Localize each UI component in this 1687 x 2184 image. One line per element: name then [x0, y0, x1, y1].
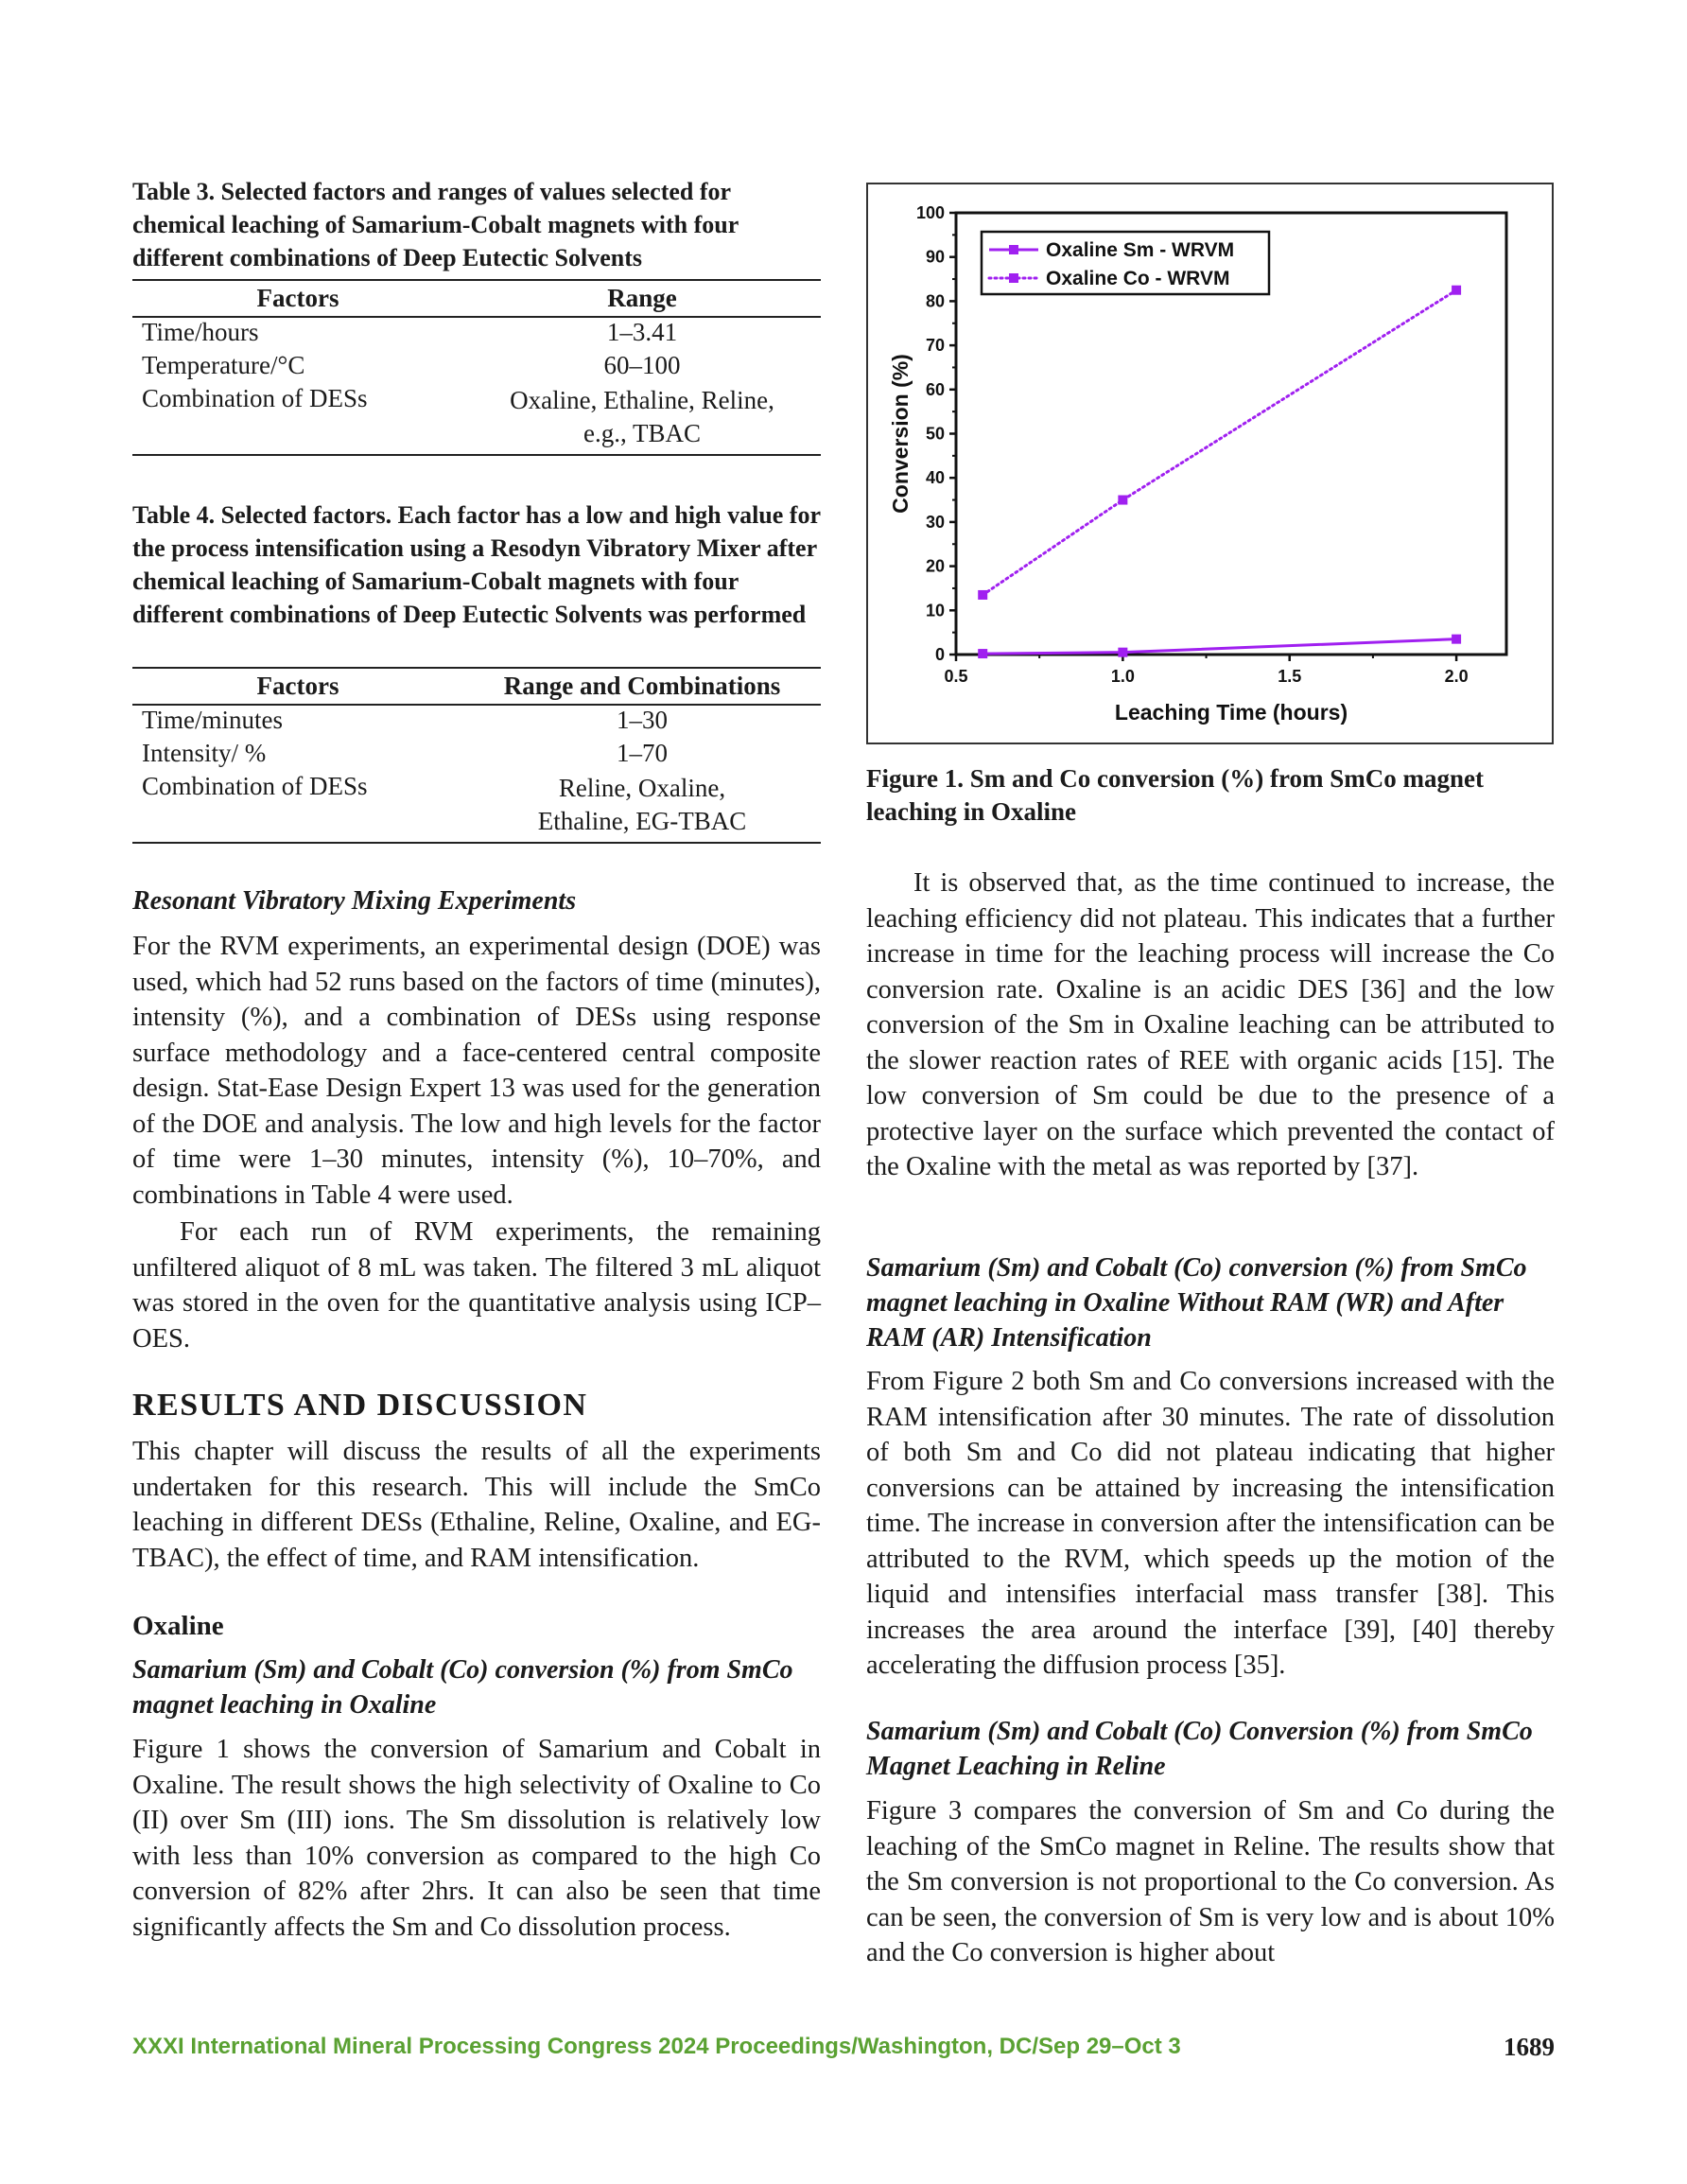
legend-marker: [1009, 245, 1018, 254]
footer-conference: XXXI International Mineral Processing Congress 2024 Proceedings/Washington, DC/Sep 29–Oct 3: [132, 2034, 1181, 2059]
rvm-paragraph-1: For the RVM experiments, an experimental design (DOE) was used, which had 52 runs based on the factors of time (minutes), intensity (%), and a combination of DESs using response surface methodology and a face-centered central composite design. Stat-Ease Design Expert 13 was used for the generation of the DOE and analysis. The low and high levels for the factor of time were 1–30 minutes, intensity (%), 10–70%, and combinations in Table 4 were used.: [132, 932, 821, 1210]
y-axis-label: Conversion (%): [888, 354, 913, 514]
table3: [132, 279, 821, 456]
table-cell: Temperature/°C: [142, 351, 305, 379]
data-point: [1452, 635, 1461, 644]
data-point: [978, 649, 987, 658]
data-point: [1118, 648, 1127, 657]
table-cell: 1–30: [617, 706, 668, 734]
y-tick-label: 60: [925, 379, 945, 399]
y-tick-label: 40: [925, 468, 945, 488]
results-paragraph: This chapter will discuss the results of all the experiments undertaken for this research. This will include the SmCo leaching in different DESs (Ethaline, Reline, Oxaline, and EG-TBAC), the effect of time, and RAM intensification.: [132, 1437, 821, 1573]
right-subheading-2: Samarium (Sm) and Cobalt (Co) Conversion (%) from SmCo Magnet Leaching in Reline: [866, 1717, 1533, 1781]
y-tick-label: 20: [925, 556, 945, 576]
data-point: [1118, 496, 1127, 505]
right-subheading-1: Samarium (Sm) and Cobalt (Co) conversion (%) from SmCo magnet leaching in Oxaline Without RAM (WR) and After RAM (AR) Intensification: [866, 1253, 1527, 1353]
series-line-sm: [983, 639, 1456, 654]
oxaline-paragraph: Figure 1 shows the conversion of Samarium and Cobalt in Oxaline. The result shows the high selectivity of Oxaline to Co (II) over Sm (III) ions. The Sm dissolution is relatively low with less than 10% conversion as compared to the high Co conversion of 82% after 2hrs. It can also be seen that time significantly affects the Sm and Co dissolution process.: [132, 1735, 821, 1942]
table-row: [132, 705, 821, 739]
table4-header-factors: Factors: [132, 668, 463, 705]
table3-header-factors: Factors: [132, 280, 463, 317]
table-row: [132, 772, 821, 843]
table-cell: Intensity/ %: [142, 739, 267, 767]
y-tick-label: 70: [925, 336, 945, 356]
rvm-heading: Resonant Vibratory Mixing Experiments: [132, 886, 577, 916]
table-cell: 1–70: [617, 739, 668, 767]
data-point: [1452, 286, 1461, 295]
right-paragraph-3: Figure 3 compares the conversion of Sm and Co during the leaching of the SmCo magnet in Reline. The results show that the Sm conversion is not proportional to the Co conversion. As can be seen, the conversion of Sm is very low and is about 10% and the Co conversion is higher about: [866, 1796, 1555, 1967]
right-paragraph-2: From Figure 2 both Sm and Co conversions increased with the RAM intensification after 30 minutes. The rate of dissolution of both Sm and Co did not plateau indicating that higher conversions can be attained by increasing the intensification time. The increase in conversion after the intensification can be attributed to the RVM, which speeds up the motion of the liquid and intensifies interfacial mass transfer [38]. This increases the area around the interface [39], [40] thereby accelerating the diffusion process [35].: [866, 1367, 1555, 1680]
table-cell: Reline, Oxaline, Ethaline, EG-TBAC: [463, 772, 821, 843]
figure-1: [866, 183, 1554, 744]
x-axis-label: Leaching Time (hours): [1114, 700, 1348, 725]
table-row: [132, 384, 821, 455]
table-cell: 1–3.41: [606, 318, 678, 346]
table-cell: Oxaline, Ethaline, Reline, e.g., TBAC: [463, 384, 821, 455]
oxaline-heading: Oxaline: [132, 1611, 224, 1641]
table-cell: Time/hours: [142, 318, 259, 346]
legend-label: Oxaline Sm - WRVM: [1046, 239, 1235, 261]
y-tick-label: 50: [925, 424, 945, 444]
figure-1-caption: Figure 1. Sm and Co conversion (%) from SmCo magnet leaching in Oxaline: [866, 764, 1484, 826]
right-paragraph-1: It is observed that, as the time continued to increase, the leaching efficiency did not plateau. This indicates that a further increase in time for the leaching process will increase the Co conversion rate. Oxaline is an acidic DES [36] and the low conversion of the Sm in Oxaline leaching can be attributed to the slower reaction rates of REE with organic acids [15]. The low conversion of Sm could be due to the presence of a protective layer on the surface which prevented the contact of the Oxaline with the metal as was reported by [37].: [866, 868, 1555, 1181]
y-tick-label: 90: [925, 247, 945, 267]
table-row: [132, 317, 821, 351]
series-line-co: [983, 290, 1456, 595]
y-tick-label: 100: [915, 203, 945, 222]
table4-header-row: [132, 668, 821, 705]
table3-caption: Table 3. Selected factors and ranges of values selected for chemical leaching of Samarium-Cobalt magnets with four different combinations of Deep Eutectic Solvents: [132, 178, 739, 271]
y-tick-label: 30: [925, 512, 945, 532]
figure-1-chart: [868, 184, 1552, 743]
table4-caption: Table 4. Selected factors. Each factor has a low and high value for the process intensification using a Resodyn Vibratory Mixer after chemical leaching of Samarium-Cobalt magnets with four different combinations of Deep Eutectic Solvents was performed: [132, 501, 821, 628]
table-cell: Combination of DESs: [132, 384, 463, 455]
table-row: [132, 351, 821, 384]
rvm-paragraph-2: For each run of RVM experiments, the remaining unfiltered aliquot of 8 mL was taken. The filtered 3 mL aliquot was stored in the oven for the quantitative analysis using ICP–OES.: [132, 1217, 821, 1354]
y-tick-label: 0: [934, 645, 945, 664]
y-tick-label: 10: [925, 601, 945, 620]
legend-marker: [1009, 273, 1018, 283]
x-tick-label: 1.0: [1110, 667, 1135, 686]
oxaline-subheading: Samarium (Sm) and Cobalt (Co) conversion (%) from SmCo magnet leaching in Oxaline: [132, 1655, 793, 1720]
table-cell: Time/minutes: [142, 706, 284, 734]
x-tick-label: 1.5: [1278, 667, 1302, 686]
x-tick-label: 0.5: [944, 667, 968, 686]
table4: [132, 667, 821, 844]
y-tick-label: 80: [925, 291, 945, 311]
table3-header-range: Range: [463, 280, 821, 317]
x-tick-label: 2.0: [1444, 667, 1469, 686]
table3-header-row: [132, 280, 821, 317]
table4-header-range: Range and Combinations: [463, 668, 821, 705]
page-footer: [132, 2028, 1555, 2066]
table-cell: 60–100: [603, 351, 681, 379]
data-point: [978, 590, 987, 600]
results-heading: RESULTS AND DISCUSSION: [132, 1388, 588, 1423]
table-cell: Combination of DESs: [132, 772, 463, 843]
legend-label: Oxaline Co - WRVM: [1046, 268, 1230, 289]
table-row: [132, 739, 821, 772]
page-number: 1689: [1504, 2033, 1555, 2061]
